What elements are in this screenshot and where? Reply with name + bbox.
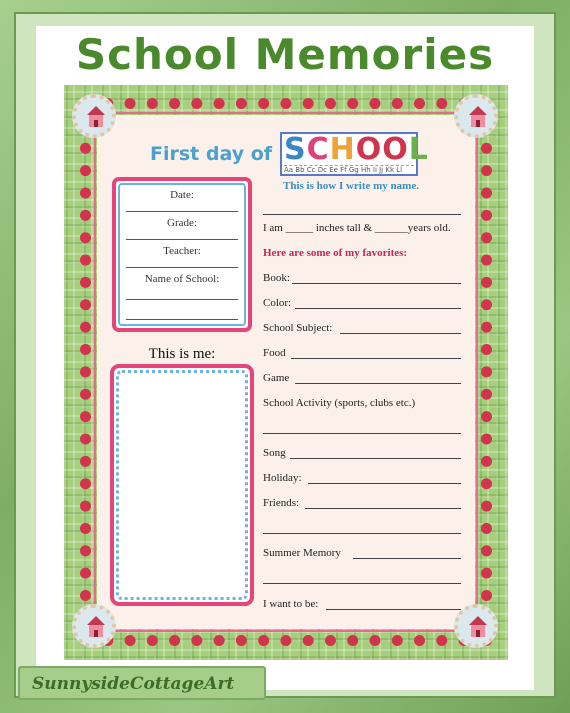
photo-label: This is me:	[148, 346, 216, 362]
summer-memory-label: Summer Memory	[263, 547, 341, 559]
favorite-color-line[interactable]	[295, 308, 461, 309]
friends-line-2[interactable]	[263, 533, 461, 534]
school-logo-letter: C	[306, 132, 330, 167]
grade-line[interactable]	[126, 239, 238, 240]
schoolhouse-icon	[72, 604, 116, 648]
photo-box	[110, 364, 254, 606]
favorite-holiday-label: Holiday:	[263, 472, 302, 484]
favorite-holiday-line[interactable]	[308, 483, 461, 484]
friends-label: Friends:	[263, 497, 300, 509]
first-day-heading: First day of	[150, 143, 273, 165]
favorite-activity-label: School Activity (sports, clubs etc.)	[263, 397, 416, 409]
favorite-game-line[interactable]	[295, 383, 461, 384]
favorite-book-label: Book:	[263, 272, 290, 284]
teacher-line[interactable]	[126, 267, 238, 268]
favorite-game-label: Game	[263, 372, 290, 384]
write-name-caption: This is how I write my name.	[283, 180, 419, 192]
teacher-label: Teacher:	[163, 245, 201, 257]
favorite-activity-line[interactable]	[263, 433, 461, 434]
height-age-line: I am _____ inches tall & ______years old.	[263, 222, 451, 234]
favorite-song-line[interactable]	[290, 458, 461, 459]
favorite-food-line[interactable]	[291, 358, 461, 359]
page-title: School Memories	[75, 30, 495, 79]
school-name-label: Name of School:	[144, 273, 220, 285]
want-to-be-label: I want to be:	[263, 598, 319, 610]
date-label: Date:	[170, 189, 194, 201]
favorites-heading: Here are some of my favorites:	[263, 247, 408, 259]
want-to-be-line[interactable]	[326, 609, 461, 610]
favorite-song-label: Song	[263, 447, 286, 459]
friends-line[interactable]	[305, 508, 461, 509]
school-logo-letter: L	[408, 132, 429, 167]
info-box	[112, 177, 252, 332]
signature-banner	[18, 666, 266, 700]
summer-memory-line-2[interactable]	[263, 583, 461, 584]
schoolhouse-icon	[454, 604, 498, 648]
school-logo-letter: O	[355, 132, 383, 167]
school-logo-letter: O	[382, 132, 409, 167]
date-line[interactable]	[126, 211, 238, 212]
school-logo-letter: S	[284, 132, 307, 167]
grade-label: Grade:	[167, 217, 197, 229]
favorite-subject-label: School Subject:	[263, 322, 333, 334]
favorite-food-label: Food	[263, 347, 286, 359]
school-name-line-2[interactable]	[126, 319, 238, 320]
signature-text: SunnysideCottageArt	[32, 674, 235, 694]
schoolhouse-icon	[454, 94, 498, 138]
schoolhouse-icon	[72, 94, 116, 138]
school-logo	[280, 132, 429, 176]
favorite-book-line[interactable]	[292, 283, 461, 284]
favorite-subject-line[interactable]	[340, 333, 461, 334]
summer-memory-line[interactable]	[353, 558, 461, 559]
favorite-color-label: Color:	[263, 297, 292, 309]
alphabet-strip: Aa Bb Cc Dc Ee Ff Gg Hh Ii Jj Kk Ll	[284, 165, 414, 174]
school-logo-letter: H	[329, 132, 356, 167]
name-line[interactable]	[263, 214, 461, 215]
school-logo-word	[284, 132, 429, 167]
school-name-line[interactable]	[126, 299, 238, 300]
